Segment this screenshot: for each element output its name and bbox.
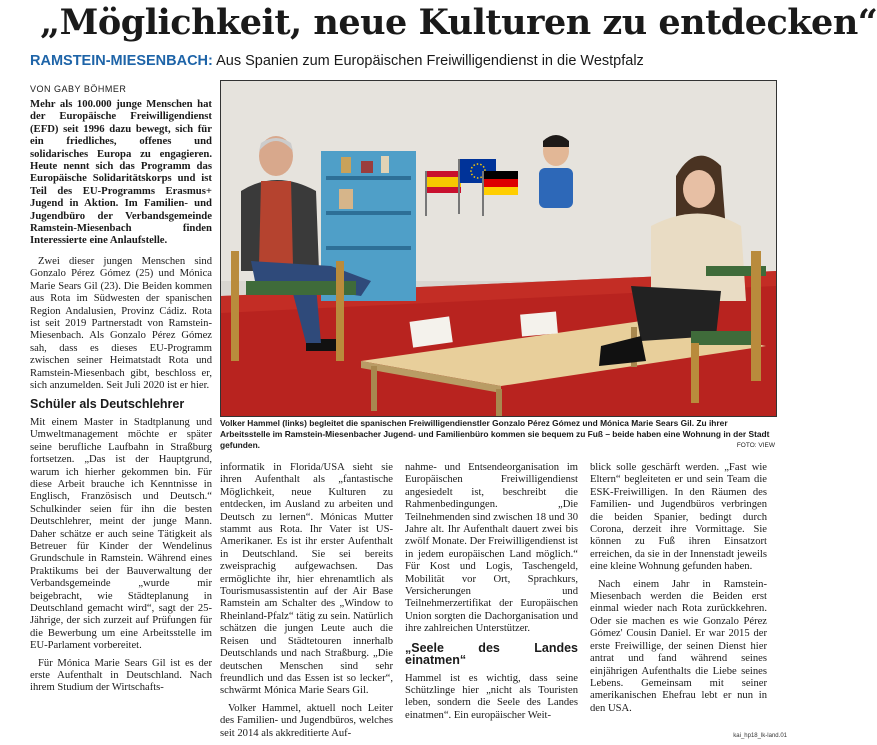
photo xyxy=(220,80,777,417)
column-4 xyxy=(590,462,767,720)
subline-kicker: RAMSTEIN-MIESENBACH: xyxy=(30,53,213,69)
intro-paragraph: Mehr als 100.000 junge Menschen hat der Europäische Freiwilligendienst (EFD) seit 1996 dazu bewegt, sich für ein friedliches, offenes und solidarisches Europa zu engagieren. Heute nennt sich das Programm das Europäische Solidaritätskorps und ist Teil des EU-Programms Erasmus+ Jugend in Aktion. Im Familien- und Jugendbüro der Verbandsgemeinde Ramstein-Miesenbach finden Interessierte eine Anlaufstelle. xyxy=(30,98,212,247)
col4-paragraph-2: Nach einem Jahr in Ramstein-Miesenbach werden die Beiden erst einmal wieder nach Rota zurückkehren. Oder sie machen es wie Gonzalo Pérez Gómez' Cousin Daniel. Er war 2015 der erste Freiwillige, der seinen Dienst hier antrat und fand während seines einjährigen Aufenthalts die Liebe seines Lebens. Gemeinsam mit seiner amerikanischen Ehefrau lebt er nun in den USA. xyxy=(590,578,767,714)
photo-credit: FOTO: VIEW xyxy=(736,442,775,449)
col4-paragraph-1: blick solle geschärft werden. „Fast wie Eltern“ begleiteten er und sein Team die ESK-Freiwilligen. In den Räumen des Familien- und Jugendbüros verbringen die beiden Spanier, bedingt durch Corona, derzeit ihre Vormittage. Sie können zu Fuß ihren Einsatzort erreichen, da sie in der Innenstadt jeweils eine kleine Wohnung gefunden haben. xyxy=(590,462,767,573)
col1-paragraph-2: Mit einem Master in Stadtplanung und Umweltmanagement möchte er später seine berufliche Laufbahn in Straßburg fortsetzen. „Das ist der Hauptgrund, warum ich hierher gekommen bin. Für diese Arbeit brauche ich Kenntnisse in Englisch, Französisch und Deutsch.“ Schulkinder seien für ihn die besten Deutschlehrer, meint der junge Mann. Daher schätze er auch seine Tätigkeit als Betreuer für Kinder der Wendelinus Grundschule in Ramstein. Während eines Praktikums bei der Bauverwaltung der Verbandsgemeinde „wurde mir beigebracht, wie Städteplanung in Deutschland gemacht wird“, sagt der 25-Jährige, der sich zurzeit auf Prüfungen für die Bewerbung um eine Arbeitsstelle im EU-Parlament vorbereitet. xyxy=(30,416,212,652)
subhead-seele: „Seele des Landes einatmen“ xyxy=(405,640,578,668)
photo-caption: Volker Hammel (links) begleitet die spanischen Freiwilligendienstler Gonzalo Pérez Gómez und Mónica Marie Sears Gil. Zu ihrer Arbeitsstelle im Ramstein-Miesenbacher Jugend- und Familienbüro kommen sie bequem zu Fuß – beide haben eine Wohnung in der Stadt gefunden. xyxy=(220,418,770,450)
col3-paragraph-1: nahme- und Entsendeorganisation im Europäischen Freiwilligendienst angesiedelt ist, beschreibt die Rahmenbedingungen. „Die Teilnehmenden sind zwischen 18 und 30 Jahre alt. Ihr Aufenthalt dauert zwei bis zwölf Monate. Der Freiwilligendienst ist in jedem europäischen Land möglich.“ Für Kost und Logis, Taschengeld, Mobilität vor Ort, Sprachkurs, Versicherungen und Teilnehmerzertifikat der Europäischen Union sorgten die Dachorganisation und ihre zahlreichen Unterstützer. xyxy=(405,462,578,635)
column-2 xyxy=(220,462,393,745)
subhead-schueler: Schüler als Deutschlehrer xyxy=(30,397,185,412)
col2-paragraph-2: Volker Hammel, aktuell noch Leiter des Familien- und Jugendbüros, welches seit 2014 als akkreditierte Auf- xyxy=(220,702,393,739)
subline-text: Aus Spanien zum Europäischen Freiwilligendienst in die Westpfalz xyxy=(216,53,644,69)
headline: „Möglichkeit, neue Kulturen zu entdecken“ xyxy=(40,2,877,43)
col1-paragraph-1: Zwei dieser jungen Menschen sind Gonzalo Pérez Gómez (25) und Mónica Marie Sears Gil (23). Die Beiden kommen aus Rota im Südwesten der spanischen Region Andalusien, Provinz Cádiz. Rota ist seit 2019 Partnerstadt von Ramstein-Miesenbach. Als Gonzalo Pérez Gómez sah, dass es dieses EU-Programm zwischen seiner Heimatstadt Rota und Ramstein-Miesenbach gibt, beschloss er, sich anzumelden. Seit Juli 2020 ist er hier. xyxy=(30,256,212,392)
column-1 xyxy=(30,256,212,700)
column-3 xyxy=(405,462,578,727)
col1-paragraph-3: Für Mónica Marie Sears Gil ist es der erste Aufenthalt in Deutschland. Nach ihrem Studium der Wirtschafts- xyxy=(30,657,212,694)
subline xyxy=(30,53,644,69)
col3-paragraph-2: Hammel ist es wichtig, dass seine Schützlinge hier „nicht als Touristen leben, sondern die Seele des Landes einatmen“. Ein europäischer Weit- xyxy=(405,672,578,721)
byline: VON GABY BÖHMER xyxy=(30,84,127,94)
col2-paragraph-1: informatik in Florida/USA sieht sie ihren Aufenthalt als „fantastische Möglichkeit, neue Kulturen zu entdecken, im Ausland zu arbeiten und Deutsch zu lernen“. Mónicas Mutter stammt aus Rota. Ihr Vater ist US-Amerikaner. Es ist ihr erster Aufenthalt in Deutschland. Sie sei bereits zweisprachig aufgewachsen. Das ermöglichte ihr, hier ehrenamtlich als Tourismusassistentin auf der Air Base Ramstein am Schalter des „Window to Rheinland-Pfalz“ tätig zu sein. Natürlich schätzen die jungen Leute auch die Reisen und Städtetouren innerhalb Deutschlands und nach Straßburg. „Die deutschen Menschen sind sehr freundlich und das Essen ist so lecker“, schwärmt Mónica Marie Sears Gil. xyxy=(220,462,393,697)
footer-code: kai_hp18_lk-land.01 xyxy=(733,733,787,739)
